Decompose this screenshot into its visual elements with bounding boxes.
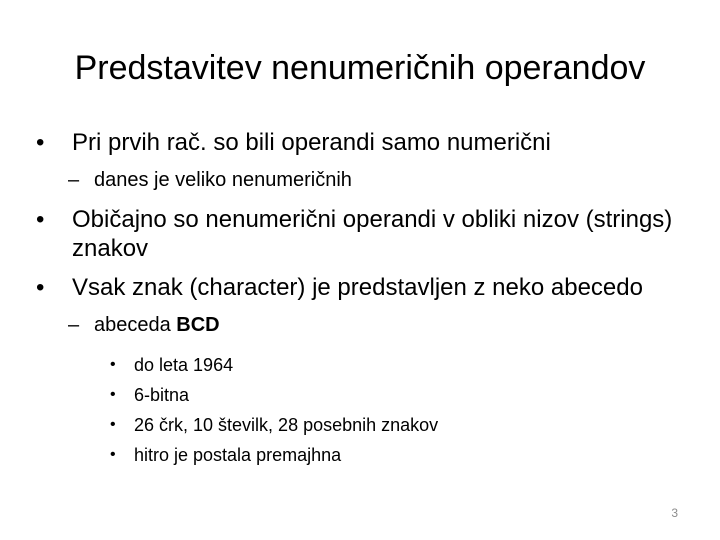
sub-bullet-item-1-1 — [36, 167, 686, 193]
bullet-item-3 — [36, 273, 686, 302]
bullet-icon: • — [36, 206, 45, 233]
sub-bullet-text-prefix: abeceda — [94, 314, 177, 336]
bullet-icon: • — [110, 356, 116, 373]
slide-title: Predstavitev nenumeričnih operandov — [74, 49, 646, 87]
nested-item-1 — [36, 350, 686, 380]
slide-number: 3 — [671, 506, 678, 520]
nested-item-3 — [36, 410, 686, 440]
nested-item-2 — [36, 380, 686, 410]
nested-item-text: hitro je postala premajhna — [134, 445, 342, 465]
sub-bullet-item-3-1 — [36, 312, 686, 338]
bullet-icon: • — [110, 446, 116, 463]
dash-icon: – — [68, 314, 80, 336]
nested-item-text: 6-bitna — [134, 385, 190, 405]
sub-bullet-text-bold: BCD — [176, 314, 220, 336]
dash-icon: – — [68, 169, 80, 191]
nested-list — [36, 350, 686, 470]
bullet-item-1 — [36, 128, 686, 157]
sub-bullet-text: danes je veliko nenumeričnih — [94, 169, 352, 191]
bullet-icon: • — [110, 386, 116, 403]
bullet-icon: • — [36, 129, 45, 156]
nested-item-4 — [36, 440, 686, 470]
bullet-icon: • — [110, 416, 116, 433]
bullet-text: Vsak znak (character) je predstavljen z neko abecedo — [72, 274, 643, 301]
bullet-text: Pri prvih rač. so bili operandi samo numerični — [72, 129, 551, 156]
nested-item-text: 26 črk, 10 številk, 28 posebnih znakov — [134, 415, 439, 435]
bullet-item-2 — [36, 205, 686, 263]
slide-body — [36, 128, 686, 470]
bullet-icon: • — [36, 274, 45, 301]
bullet-text: Običajno so nenumerični operandi v obliki nizov (strings) znakov — [72, 206, 673, 262]
nested-item-text: do leta 1964 — [134, 355, 234, 375]
